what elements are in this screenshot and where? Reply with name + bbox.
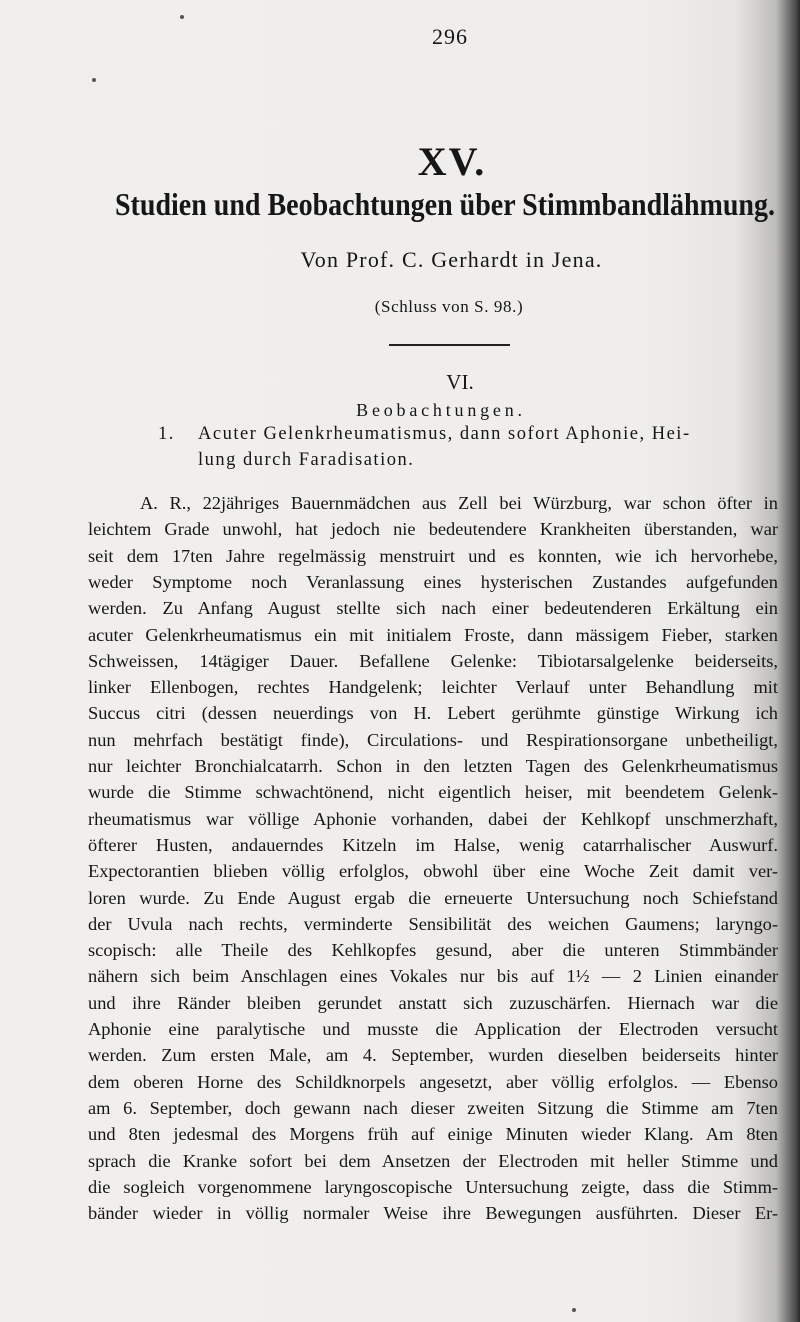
body-line: Schweissen, 14tägiger Dauer. Befallene Gelenke: Tibiotarsalgelenke beiderseits, <box>88 650 778 671</box>
body-line: werden. Zu Anfang August stellte sich nach einer bedeutenderen Erkältung ein <box>88 598 778 619</box>
body-line: linker Ellenbogen, rechtes Handgelenk; leichter Verlauf unter Behandlung mit <box>88 677 778 698</box>
continuation-note: (Schluss von S. 98.) <box>374 297 524 316</box>
body-line: nur leichter Bronchialcatarrh. Schon in den letzten Tagen des Gelenkrheumatismus <box>88 756 778 776</box>
page-speck <box>92 78 96 82</box>
article-title: Studien und Beobachtungen über Stimmbandlähmung. <box>114 188 776 223</box>
body-line: loren wurde. Zu Ende August ergab die erneuerte Untersuchung noch Schiefstand <box>88 887 778 908</box>
body-line: Expectorantien blieben völlig erfolglos, obwohl über eine Woche Zeit damit ver- <box>88 861 778 882</box>
body-line: seit dem 17ten Jahre regelmässig menstruirt und es konnten, wie ich hervorhebe, <box>88 545 778 566</box>
author-line: Von Prof. C. Gerhardt in Jena. <box>300 247 603 272</box>
body-line: und 8ten jedesmal des Morgens früh auf einige Minuten wieder Klang. Am 8ten <box>88 1124 778 1145</box>
case-heading-line: Acuter Gelenkrheumatismus, dann sofort Aphonie, Hei- <box>198 424 691 444</box>
body-line: sprach die Kranke sofort bei dem Ansetzen der Electroden mit heller Stimme und <box>88 1150 778 1171</box>
body-line: scopisch: alle Theile des Kehlkopfes gesund, aber die unteren Stimmbänder <box>88 940 778 961</box>
separator-rule <box>389 344 510 346</box>
body-line: rheumatismus war völlige Aphonie vorhanden, dabei der Kehlkopf unschmerzhaft, <box>88 808 778 829</box>
body-line: und ihre Ränder bleiben gerundet anstatt sich zuzuschärfen. Hiernach war die <box>88 992 778 1013</box>
body-line: A. R., 22jähriges Bauernmädchen aus Zell bei Würzburg, war schon öfter in <box>140 493 778 513</box>
body-line: leichtem Grade unwohl, hat jedoch nie bedeutendere Krankheiten überstanden, war <box>88 519 778 540</box>
body-line: Aphonie eine paralytische und musste die Application der Electroden versucht <box>88 1019 778 1039</box>
body-line: werden. Zum ersten Male, am 4. September, wurden dieselben beiderseits hinter <box>88 1045 778 1066</box>
body-line: acuter Gelenkrheumatismus ein mit initialem Froste, dann mässigem Fieber, starken <box>88 624 778 645</box>
page-speck <box>572 1308 576 1312</box>
body-line: dem oberen Horne des Schildknorpels angesetzt, aber völlig erfolglos. — Ebenso <box>88 1071 778 1092</box>
body-line: Succus citri (dessen neuerdings von H. Lebert gerühmte günstige Wirkung ich <box>88 703 778 724</box>
body-line: der Uvula nach rechts, verminderte Sensibilität des weichen Gaumens; laryngo- <box>88 913 778 934</box>
section-number: VI. <box>446 370 474 394</box>
body-line: nähern sich beim Anschlagen eines Vokales nur bis auf 1½ — 2 Linien einander <box>88 966 778 987</box>
body-line: wurde die Stimme schwachtönend, nicht eigentlich heiser, mit beendetem Gelenk- <box>88 782 778 803</box>
case-number: 1. <box>158 424 175 444</box>
chapter-number: XV. <box>417 139 487 184</box>
section-title: Beobachtungen. <box>356 400 526 420</box>
page-number: 296 <box>432 24 468 49</box>
body-line: weder Symptome noch Veranlassung eines hysterischen Zustandes aufgefunden <box>88 571 778 592</box>
body-line: bänder wieder in völlig normaler Weise ihre Bewegungen ausführten. Dieser Er- <box>88 1203 778 1224</box>
body-line: öfterer Husten, andauerndes Kitzeln im Halse, wenig catarrhalischer Auswurf. <box>88 834 778 855</box>
body-line: nun mehrfach bestätigt finde), Circulations- und Respirationsorgane unbetheiligt, <box>88 729 778 750</box>
page-speck <box>180 15 184 19</box>
case-heading-line: lung durch Faradisation. <box>198 450 415 470</box>
body-line: am 6. September, doch gewann nach dieser zweiten Sitzung die Stimme am 7ten <box>88 1097 778 1118</box>
body-line: die sogleich vorgenommene laryngoscopische Untersuchung zeigte, dass die Stimm- <box>88 1176 778 1197</box>
